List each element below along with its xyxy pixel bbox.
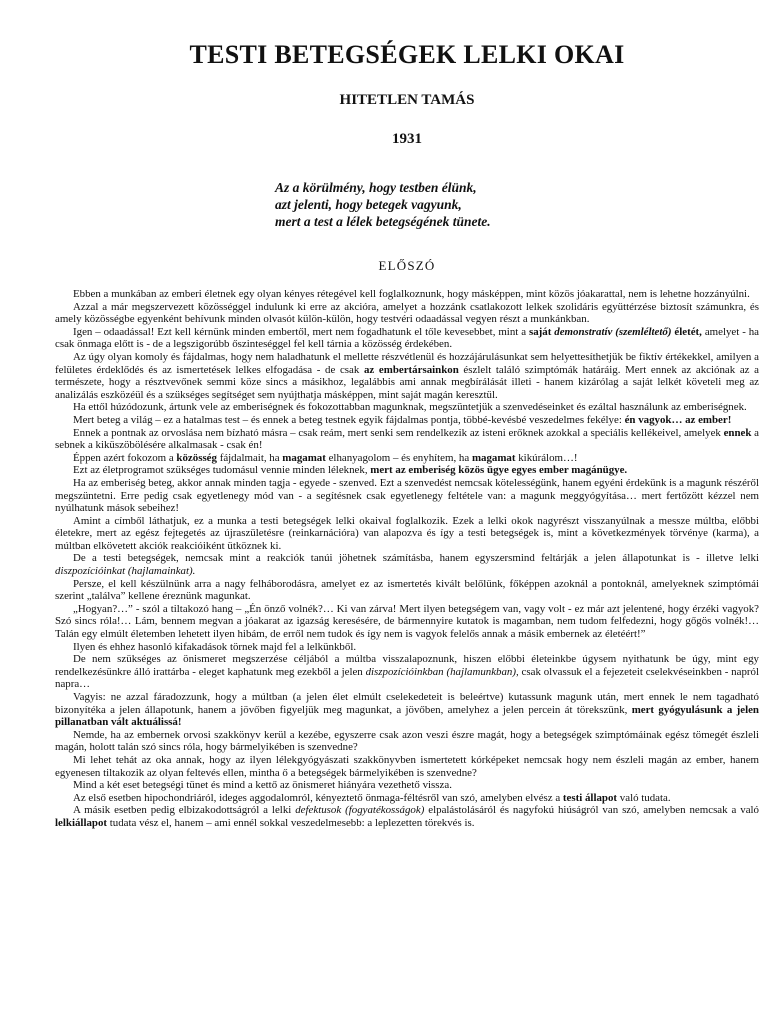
paragraph (55, 288, 759, 301)
text-run: csak olvassuk el a fejezeteit cselekvéseinkben - napról napra… (55, 665, 759, 691)
motto (275, 179, 491, 230)
text-run: Igen – odaadással! Ezt kell kérnünk minden embertől, mert nem fogadhatunk el tőle kevesebbet, mint a (73, 325, 529, 338)
text-run: Az első esetben hipochondriáról, ideges aggodalomról, kényeztető önmaga-féltésről van szó, amelyben elvész a (73, 791, 563, 804)
motto-line: mert a test a lélek betegségének tünete. (275, 214, 491, 229)
paragraph (55, 515, 759, 553)
paragraph (55, 452, 759, 465)
paragraph (55, 552, 759, 577)
author-name: HITETLEN TAMÁS (339, 92, 475, 108)
text-run: Ha ettől húzódozunk, ártunk vele az emberiségnek és fokozottabban magunknak, megszüntetjük a szenvedéseinket és ezáltal használunk az emberiségnek. (73, 401, 747, 414)
text-run: magamat (471, 451, 516, 464)
text-run: való tudata. (617, 791, 671, 804)
paragraph (55, 464, 759, 477)
text-run: Ebben a munkában az emberi életnek egy olyan kényes rétegével kell foglalkoznunk, hogy másképpen, mint közös jóakarattal, nem is lehetne hozzányúlni. (73, 288, 750, 300)
text-run: defektusok (fogyatékosságok) (295, 804, 425, 817)
paragraph (55, 401, 759, 414)
publication-year: 1931 (392, 131, 422, 147)
paragraph (55, 653, 759, 691)
document-title: TESTI BETEGSÉGEK LELKI OKAI (189, 40, 625, 69)
text-run: Nemde, ha az embernek orvosi szakkönyv kerül a kezébe, egyszerre csak azon veszi észre magát, hogy a betegségek szimptómáinak egész tömegét észleli magán, holott talán szó sincs róla, hogy bármelyikében is szenvedne? (55, 728, 759, 754)
paragraph (55, 414, 759, 427)
text-run: kikúrálom…! (515, 451, 578, 464)
text-run: saját (528, 325, 555, 338)
paragraph (55, 754, 759, 779)
text-run: Éppen azért fokozom a (73, 451, 177, 464)
paragraph (55, 578, 759, 603)
text-run: diszpozícióinkban (hajlamunkban), (365, 665, 519, 678)
text-run: én vagyok… az ember! (624, 413, 732, 426)
body-text (55, 288, 759, 830)
text-run: életét, (671, 325, 702, 338)
paragraph (55, 326, 759, 351)
text-run: tudata vész el, hanem – ami ennél sokkal veszedelmesebb: a leplezetten törekvés is. (107, 816, 475, 829)
paragraph (55, 691, 759, 729)
text-run: Amint a címből láthatjuk, ez a munka a testi betegségek lelki okaival foglalkozik. Ezek a lelki okok nagyrészt visszanyúlnak a messze múltba, előbbi életekre, mert az egész fejtegetés az újraszületésre (reinkarnációra) van alapozva és így a testi betegségek is, mint a következmények törvénye (karma), a múltban elkövetett akciók reakcióiként ütköznek ki. (55, 514, 759, 552)
text-run: az embertársainkon (363, 363, 459, 376)
motto-line: Az a körülmény, hogy testben élünk, (275, 180, 477, 195)
text-run: Mert beteg a világ – ez a hatalmas test – és ennek a beteg testnek egyik fájdalmas pontja, többé-kevésbé veszedelmes fekélye: (73, 413, 625, 426)
text-run: amelyet - ha csak önmaga előtt is - de a legszigorúbb őszinteséggel fel kell tárnia a közösség érdekében. (55, 325, 760, 351)
text-run: A másik esetben pedig elbizakodottságról a lelki (73, 804, 296, 817)
document-page (55, 0, 759, 1024)
text-run: De nem szükséges az önismeret megszerzése céljából a múltba visszalapoznunk, hiszen előbbi életeinkbe úgysem nyithatunk be úgy, mint egy rendelkezésünkre álló irattárba - eleget kaphatunk meg ezekből a jelen (55, 653, 759, 678)
text-run: elpalástolásáról és nagyfokú hiúságról van szó, amelyben nemcsak a való (424, 804, 760, 817)
text-run: Ezt az életprogramot szükséges tudomásul vennie minden léleknek, (73, 464, 371, 477)
text-run: Ennek a pontnak az orvoslása nem bízható másra – csak reám, mert senki sem rendelkezik az isteni erőknek azokkal a speciális kellékeivel, amelyek (73, 426, 724, 439)
paragraph (55, 641, 759, 654)
text-run: a sebnek a kiküszöbölésére alkalmasak - csak én! (55, 426, 759, 452)
text-run: fájdalmait, ha (216, 451, 283, 464)
paragraph (55, 301, 759, 326)
text-run: Az úgy olyan komoly és fájdalmas, hogy nem haladhatunk el mellette részvétlenül és hozzájárulásunkat sem helyettesíthetjük be fiktív értékekkel, amilyen a felületes érdeklődés és az ismertetések lelkes elfogadása - de csak (55, 350, 759, 376)
text-run: Persze, el kell készülnünk arra a nagy felháborodásra, amelyet ez az ismertetés kivált belőlünk, főképpen azoknál a pontoknál, amelyeknek szimptómái szerint „találva” kellene éreznünk magunkat. (55, 577, 759, 603)
text-run: diszpozícióinkat (hajlamainkat). (55, 565, 196, 578)
paragraph (55, 729, 759, 754)
text-run: Azzal a már megszervezett közösséggel indulunk ki erre az akcióra, amelyet a hozzánk csatlakozott lelkek szolidáris együttérzése biztosít számunkra, és amely közösségbe egyenként behívunk minden olvasót külön-külön, hogy testvéri odaadással vegyen részt a munkánkban. (55, 300, 759, 326)
paragraph (55, 427, 759, 452)
text-run: ennek (723, 426, 752, 439)
text-run: Vagyis: ne azzal fáradozzunk, hogy a múltban (a jelen élet elmúlt cselekedeteit is beleértve) kutassunk magunk után, mert ennek le nem tagadható bizonyítéka a jelen állapotunk, hanem a jövőben figyeljük meg magunkat, a jövőben, amelyhez a jelen percein át törekszünk, (55, 691, 759, 716)
text-run: lelkiállapot (55, 816, 108, 829)
paragraph (55, 351, 759, 401)
section-heading: ELŐSZÓ (378, 258, 436, 273)
text-run: Ha az emberiség beteg, akkor annak minden tagja - egyede - szenved. Ezt a szenvedést nemcsak kötelességünk, hanem egyéni érdekünk is a magunk részéről megszüntetni. Erre pedig csak egyetlenegy mód van - a segítésnek csak egyetlenegy feltétele van: a magunk meggyógyítása… mert fertőzött kézzel nem nyúlhatunk mások sebeihez! (55, 476, 759, 515)
text-run: De a testi betegségek, nemcsak mint a reakciók tanúi jöhetnek számításba, hanem egyszersmind feltárják a jelen állapotunkat is - illetve lelki (73, 552, 759, 565)
paragraph (55, 804, 759, 829)
paragraph (55, 477, 759, 515)
text-run: testi állapot (562, 791, 618, 804)
paragraph (55, 779, 759, 792)
text-run: észlelt találó szimptómák határáig. Mert ennek az akciónak az a természete, hogy a résztvevőnek semmi köze sincs a másikhoz, legalábbis ami annak megbírálását illeti - hanem kizárólag a saját lelkét követeli meg az analizálás eszközéül és a szükséges segítséget sem nyújthatja másképpen, mint saját magán keresztül. (55, 363, 759, 401)
text-run: Mind a két eset betegségi tünet és mind a kettő az önismeret hiányára vezethető vissza. (73, 779, 452, 792)
paragraph (55, 603, 759, 641)
text-run: magamat (282, 451, 326, 464)
text-run: Mi lehet tehát az oka annak, hogy az ilyen lélekgyógyászati szakkönyvben ismertetett kórképeket nemcsak hogy nem észleli magán az ember, hanem egyenesen tiltakozik az olyan feltevés ellen, mintha ő a betegségek bármelyikében is szenvedne? (55, 753, 759, 779)
text-run: demonstratív (szemléltető) (554, 325, 672, 338)
text-run: mert az emberiség közös ügye egyes ember magánügye. (370, 464, 628, 477)
text-run: közösség (176, 451, 217, 464)
text-run: Ilyen és ehhez hasonló kifakadások törnek majd fel a lelkünkből. (73, 640, 357, 653)
paragraph (55, 792, 759, 805)
motto-line: azt jelenti, hogy betegek vagyunk, (275, 197, 462, 212)
text-run: elhanyagolom – és enyhítem, ha (325, 451, 472, 464)
text-run: „Hogyan?…” - szól a tiltakozó hang – „Én önző volnék?… Ki van zárva! Mert ilyen betegségem van, vagy volt - ez már azt jelentené, hogy érzéki vagyok? Szó sincs róla!… Lám, bennem megvan a jóakarat az igazság keresésére, de bármennyire kutatok is magamban, nem tudom felfedezni, hogy gőgös volnék!… Talán egy elmúlt életemben lehetett ilyen hibám, de erről nem tudok és így nem is vagyok felelős annak a másik embernek az életéért!” (55, 602, 759, 641)
text-run: mert gyógyulásunk a jelen pillanatban vált aktuálissá! (55, 703, 759, 729)
